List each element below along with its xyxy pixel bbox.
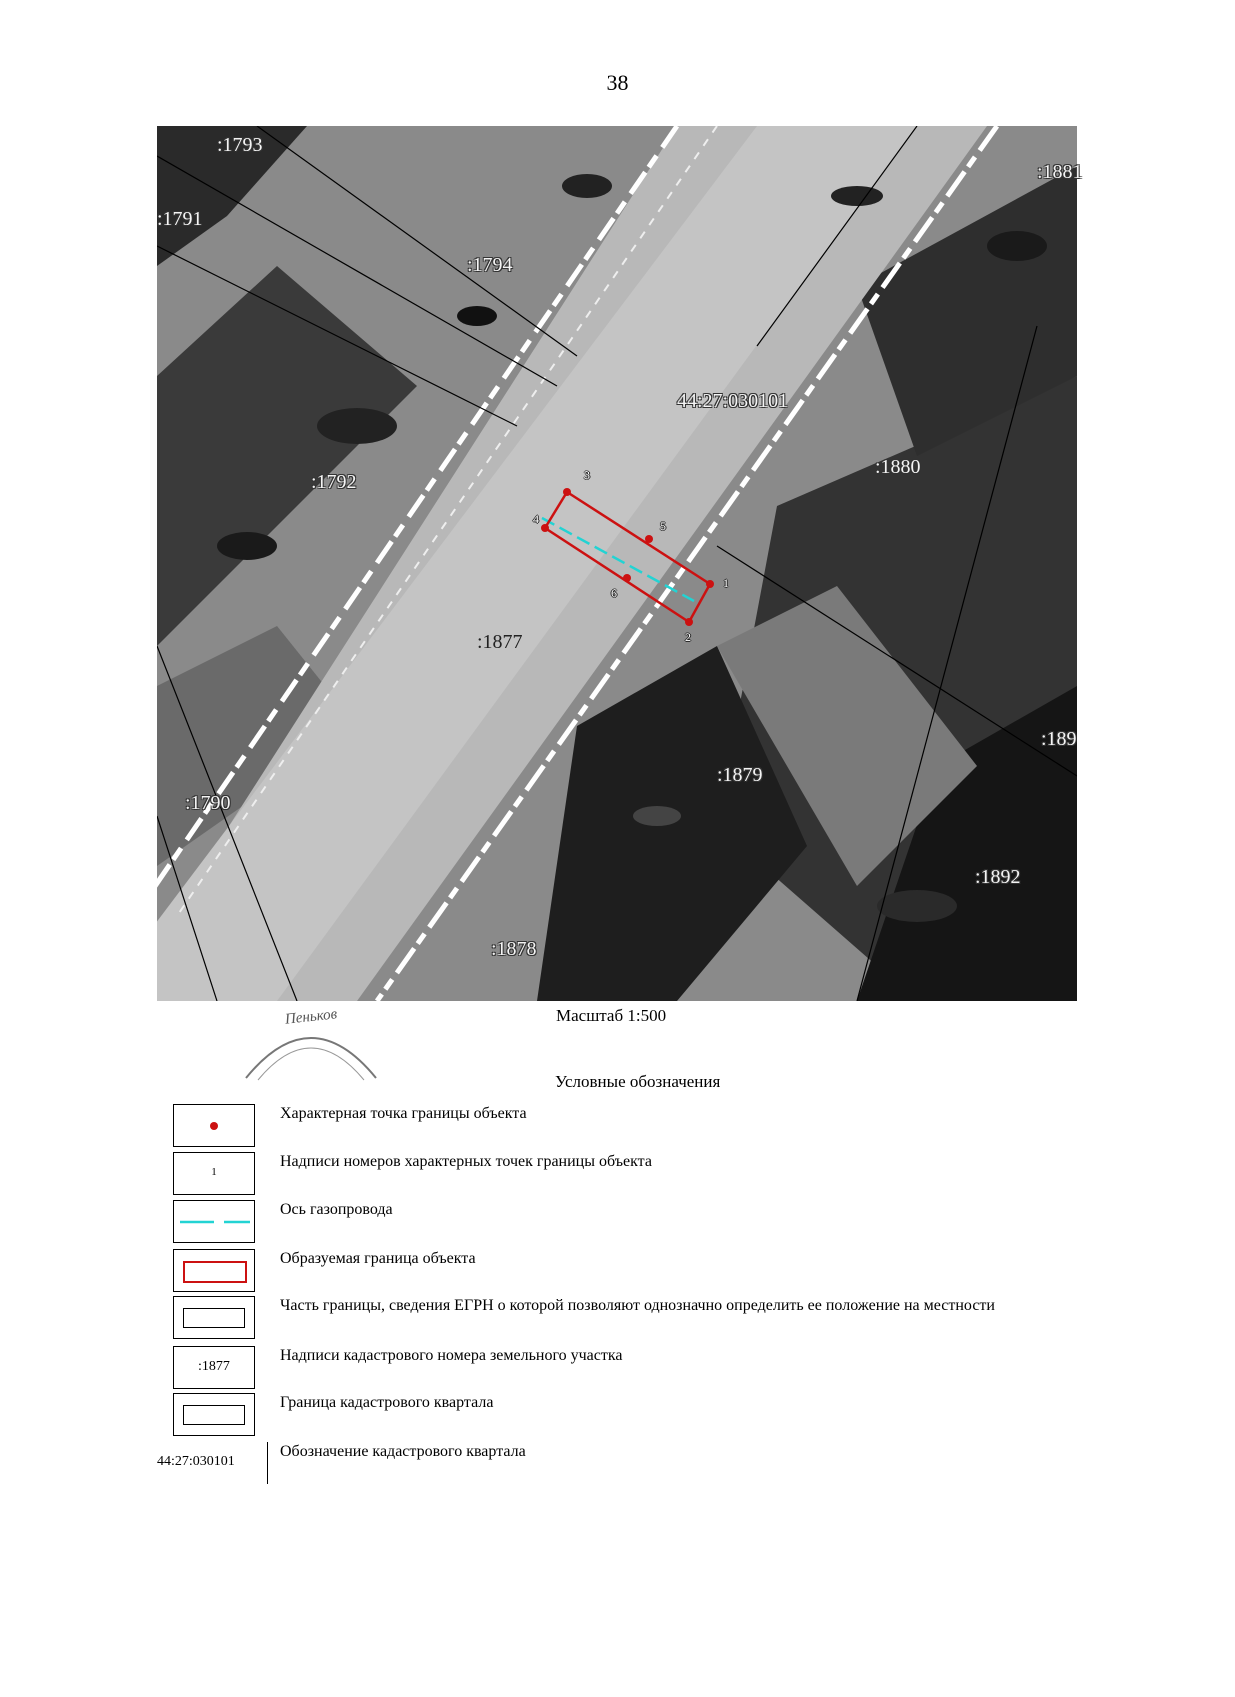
point-number: 3 (584, 468, 590, 482)
stamp-text: Пеньков (284, 1006, 338, 1028)
point-number: 4 (533, 512, 539, 526)
point-number: 6 (611, 586, 617, 600)
legend-symbol-object-boundary (173, 1249, 255, 1292)
legend-symbol-egrn-boundary (173, 1296, 255, 1339)
legend-text: Характерная точка границы объекта (280, 1105, 527, 1122)
quarter-rect-icon (183, 1405, 245, 1425)
parcel-label: :1877 (477, 631, 523, 653)
page-number: 38 (606, 70, 629, 95)
cyan-dash-icon (174, 1201, 254, 1242)
black-rect-icon (183, 1308, 245, 1328)
legend-symbol-gas-axis (173, 1200, 255, 1243)
legend-symbol-point-number (173, 1152, 255, 1195)
legend-symbol-quarter-boundary (173, 1393, 255, 1436)
point-number: 2 (685, 630, 691, 644)
point-number: 1 (723, 576, 729, 590)
legend-text: Надписи номеров характерных точек границы объекта (280, 1153, 652, 1170)
parcel-label: :1878 (491, 938, 537, 960)
legend-title: Условные обозначения (555, 1072, 721, 1091)
map-image (157, 126, 1077, 1001)
map-scale: Масштаб 1:500 (556, 1006, 667, 1025)
parcel-label: :1792 (311, 471, 357, 493)
red-dot-icon (210, 1122, 218, 1130)
legend-text: Надписи кадастрового номера земельного участка (280, 1347, 623, 1364)
cadastral-map[interactable] (157, 126, 1083, 1001)
legend-text: Обозначение кадастрового квартала (280, 1443, 526, 1460)
legend-sample: :1877 (198, 1359, 230, 1374)
legend-sample: 1 (211, 1166, 217, 1178)
legend-symbol-point (173, 1104, 255, 1147)
parcel-label: :1880 (875, 456, 921, 478)
quarter-label: 44:27:030101 (677, 390, 789, 412)
parcel-label: :1892 (975, 866, 1021, 888)
legend-symbol-quarter-label (157, 1442, 268, 1484)
parcel-label: :1790 (185, 792, 231, 814)
parcel-label: :1793 (217, 134, 263, 156)
legend-text: Граница кадастрового квартала (280, 1394, 494, 1411)
legend-sample: 44:27:030101 (157, 1454, 235, 1469)
parcel-label: :1879 (717, 764, 763, 786)
parcel-label: :1791 (157, 208, 203, 230)
legend-text: Часть границы, сведения ЕГРН о которой позволяют однозначно определить ее положение на местности (280, 1297, 995, 1314)
red-rect-icon (183, 1261, 247, 1283)
parcel-label: :1881 (1037, 161, 1083, 183)
parcel-label: :189 (1041, 728, 1077, 750)
legend-symbol-cadastral-number (173, 1346, 255, 1389)
legend-text: Ось газопровода (280, 1201, 393, 1218)
point-number: 5 (660, 519, 666, 533)
legend-text: Образуемая граница объекта (280, 1250, 476, 1267)
parcel-label: :1794 (467, 254, 513, 276)
